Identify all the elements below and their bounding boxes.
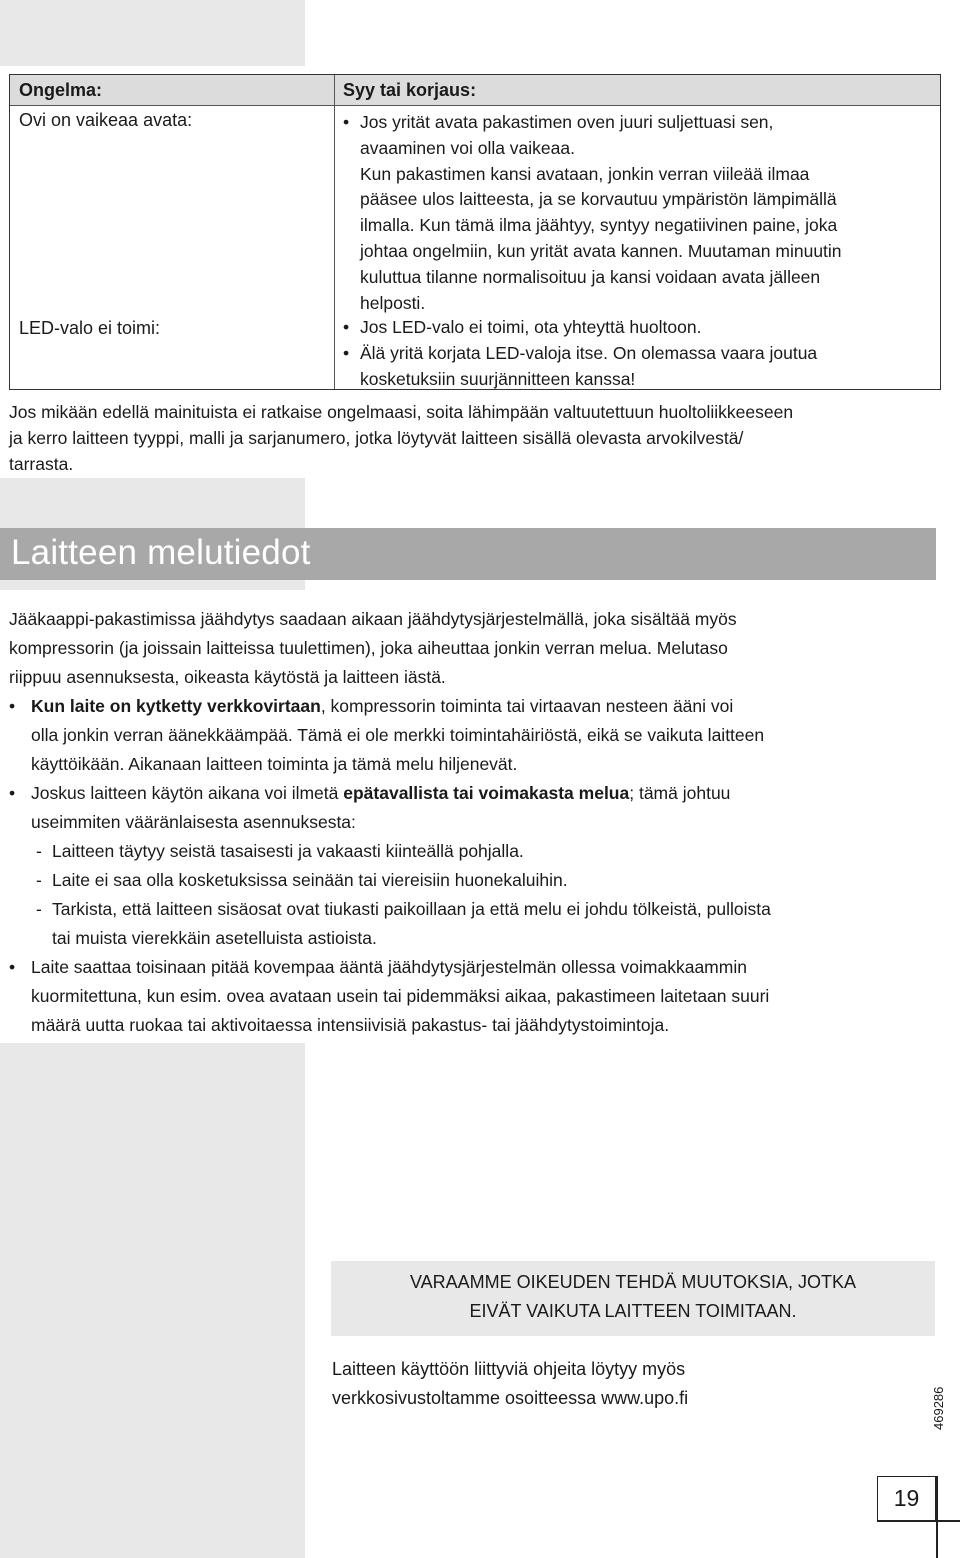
list-item: • Jos LED-valo ei toimi, ota yhteyttä huoltoon. <box>343 317 702 337</box>
document-code: 469286 <box>931 1386 946 1430</box>
corner-line-horizontal <box>877 1520 960 1522</box>
list-item: • Joskus laitteen käytön aikana voi ilmetä epätavallista tai voimakasta melua; tämä johtuu useimmiten vääränlaisesta asennuksesta: - Laitteen täytyy seistä tasaisesti ja vakaasti kiinteällä pohjalla. - Laite ei saa olla kosketuksissa seinään tai viereisiin huonekaluihin. - Tarkista, että laitteen sisäosat ovat tiukasti paikoillaan ja että melu ei johdu tölkeistä, pulloista tai muista vierekkäin asetelluista astioista. <box>9 779 944 953</box>
noise-intro: Jääkaappi-pakastimissa jäähdytys saadaan aikaan jäähdytysjärjestelmällä, joka sisältää myös kompressorin (ja joissain laitteissa tuulettimen), joka aiheuttaa jonkin verran melua. Melutaso riippuu asennuksesta, oikeasta käytöstä ja laitteen iästä. <box>9 609 737 687</box>
page-number: 19 <box>877 1476 936 1521</box>
corner-line-vertical <box>936 1476 938 1558</box>
table-header <box>10 75 940 106</box>
rights-notice-box: VARAAMME OIKEUDEN TEHDÄ MUUTOKSIA, JOTKA EIVÄT VAIKUTA LAITTEEN TOIMITAAN. <box>331 1261 935 1336</box>
noise-information <box>9 605 944 1040</box>
list-item: • Laite saattaa toisinaan pitää kovempaa ääntä jäähdytysjärjestelmän ollessa voimakkaammin kuormitettuna, kun esim. ovea avataan usein tai pidemmäksi aikaa, pakastimeen laitetaan suuri määrä uutta ruokaa tai aktivoitaessa intensiivisiä pakastus- tai jäähdytystoimintoja. <box>9 957 770 1035</box>
fix-list-door <box>343 110 933 316</box>
column-divider <box>334 75 335 389</box>
fix-list-led <box>343 315 933 392</box>
list-item: • Älä yritä korjata LED-valoja itse. On olemassa vaara joutua kosketuksiin suurjännitteen kanssa! <box>343 342 818 389</box>
list-item: - Laitteen täytyy seistä tasaisesti ja vakaasti kiinteällä pohjalla. <box>36 841 524 861</box>
list-item: • Kun laite on kytketty verkkovirtaan, kompressorin toiminta tai virtaavan nesteen ääni voi olla jonkin verran äänekkäämpää. Tämä ei ole merkki toimintahäiriöstä, eikä se vaikuta laitteen käyttöikään. Aikanaan laitteen toiminta ja tämä melu hiljenevät. <box>9 696 765 774</box>
problem-led-not-working: LED-valo ei toimi: <box>19 318 161 338</box>
header-problem: Ongelma: <box>19 80 103 100</box>
installation-dash-list <box>31 837 944 953</box>
troubleshooting-table <box>9 74 941 390</box>
list-item: - Laite ei saa olla kosketuksissa seinään tai viereisiin huonekaluihin. <box>36 870 568 890</box>
noise-bullet-list <box>9 692 944 1040</box>
website-info: Laitteen käyttöön liittyviä ohjeita löytyy myös verkkosivustoltamme osoitteessa www.upo.fi <box>332 1359 689 1408</box>
problem-door-hard-to-open: Ovi on vaikeaa avata: <box>19 110 193 130</box>
list-item: - Tarkista, että laitteen sisäosat ovat tiukasti paikoillaan ja että melu ei johdu tölkeistä, pulloista tai muista vierekkäin asetelluista astioista. <box>36 899 771 948</box>
list-item: • Jos yrität avata pakastimen oven juuri suljettuasi sen, avaaminen voi olla vaikeaa. Kun pakastimen kansi avataan, jonkin verran viileää ilmaa pääsee ulos laitteesta, ja se korvautuu ympäristön lämpimällä ilmalla. Kun tämä ilma jäähtyy, syntyy negatiivinen paine, joka johtaa ongelmiin, kun yrität avata kannen. Muutaman minuutin kuluttua tilanne normalisoituu ja kansi voidaan avata jälleen helposti. <box>343 112 842 313</box>
header-fix: Syy tai korjaus: <box>343 80 477 100</box>
section-title: Laitteen melutiedot <box>11 533 311 572</box>
service-contact-paragraph: Jos mikään edellä mainituista ei ratkaise ongelmaasi, soita lähimpään valtuutettuun huoltoliikkeeseen ja kerro laitteen tyyppi, malli ja sarjanumero, jotka löytyvät laitteen sisällä olevasta arvokilvestä/ tarrasta. <box>9 402 794 474</box>
